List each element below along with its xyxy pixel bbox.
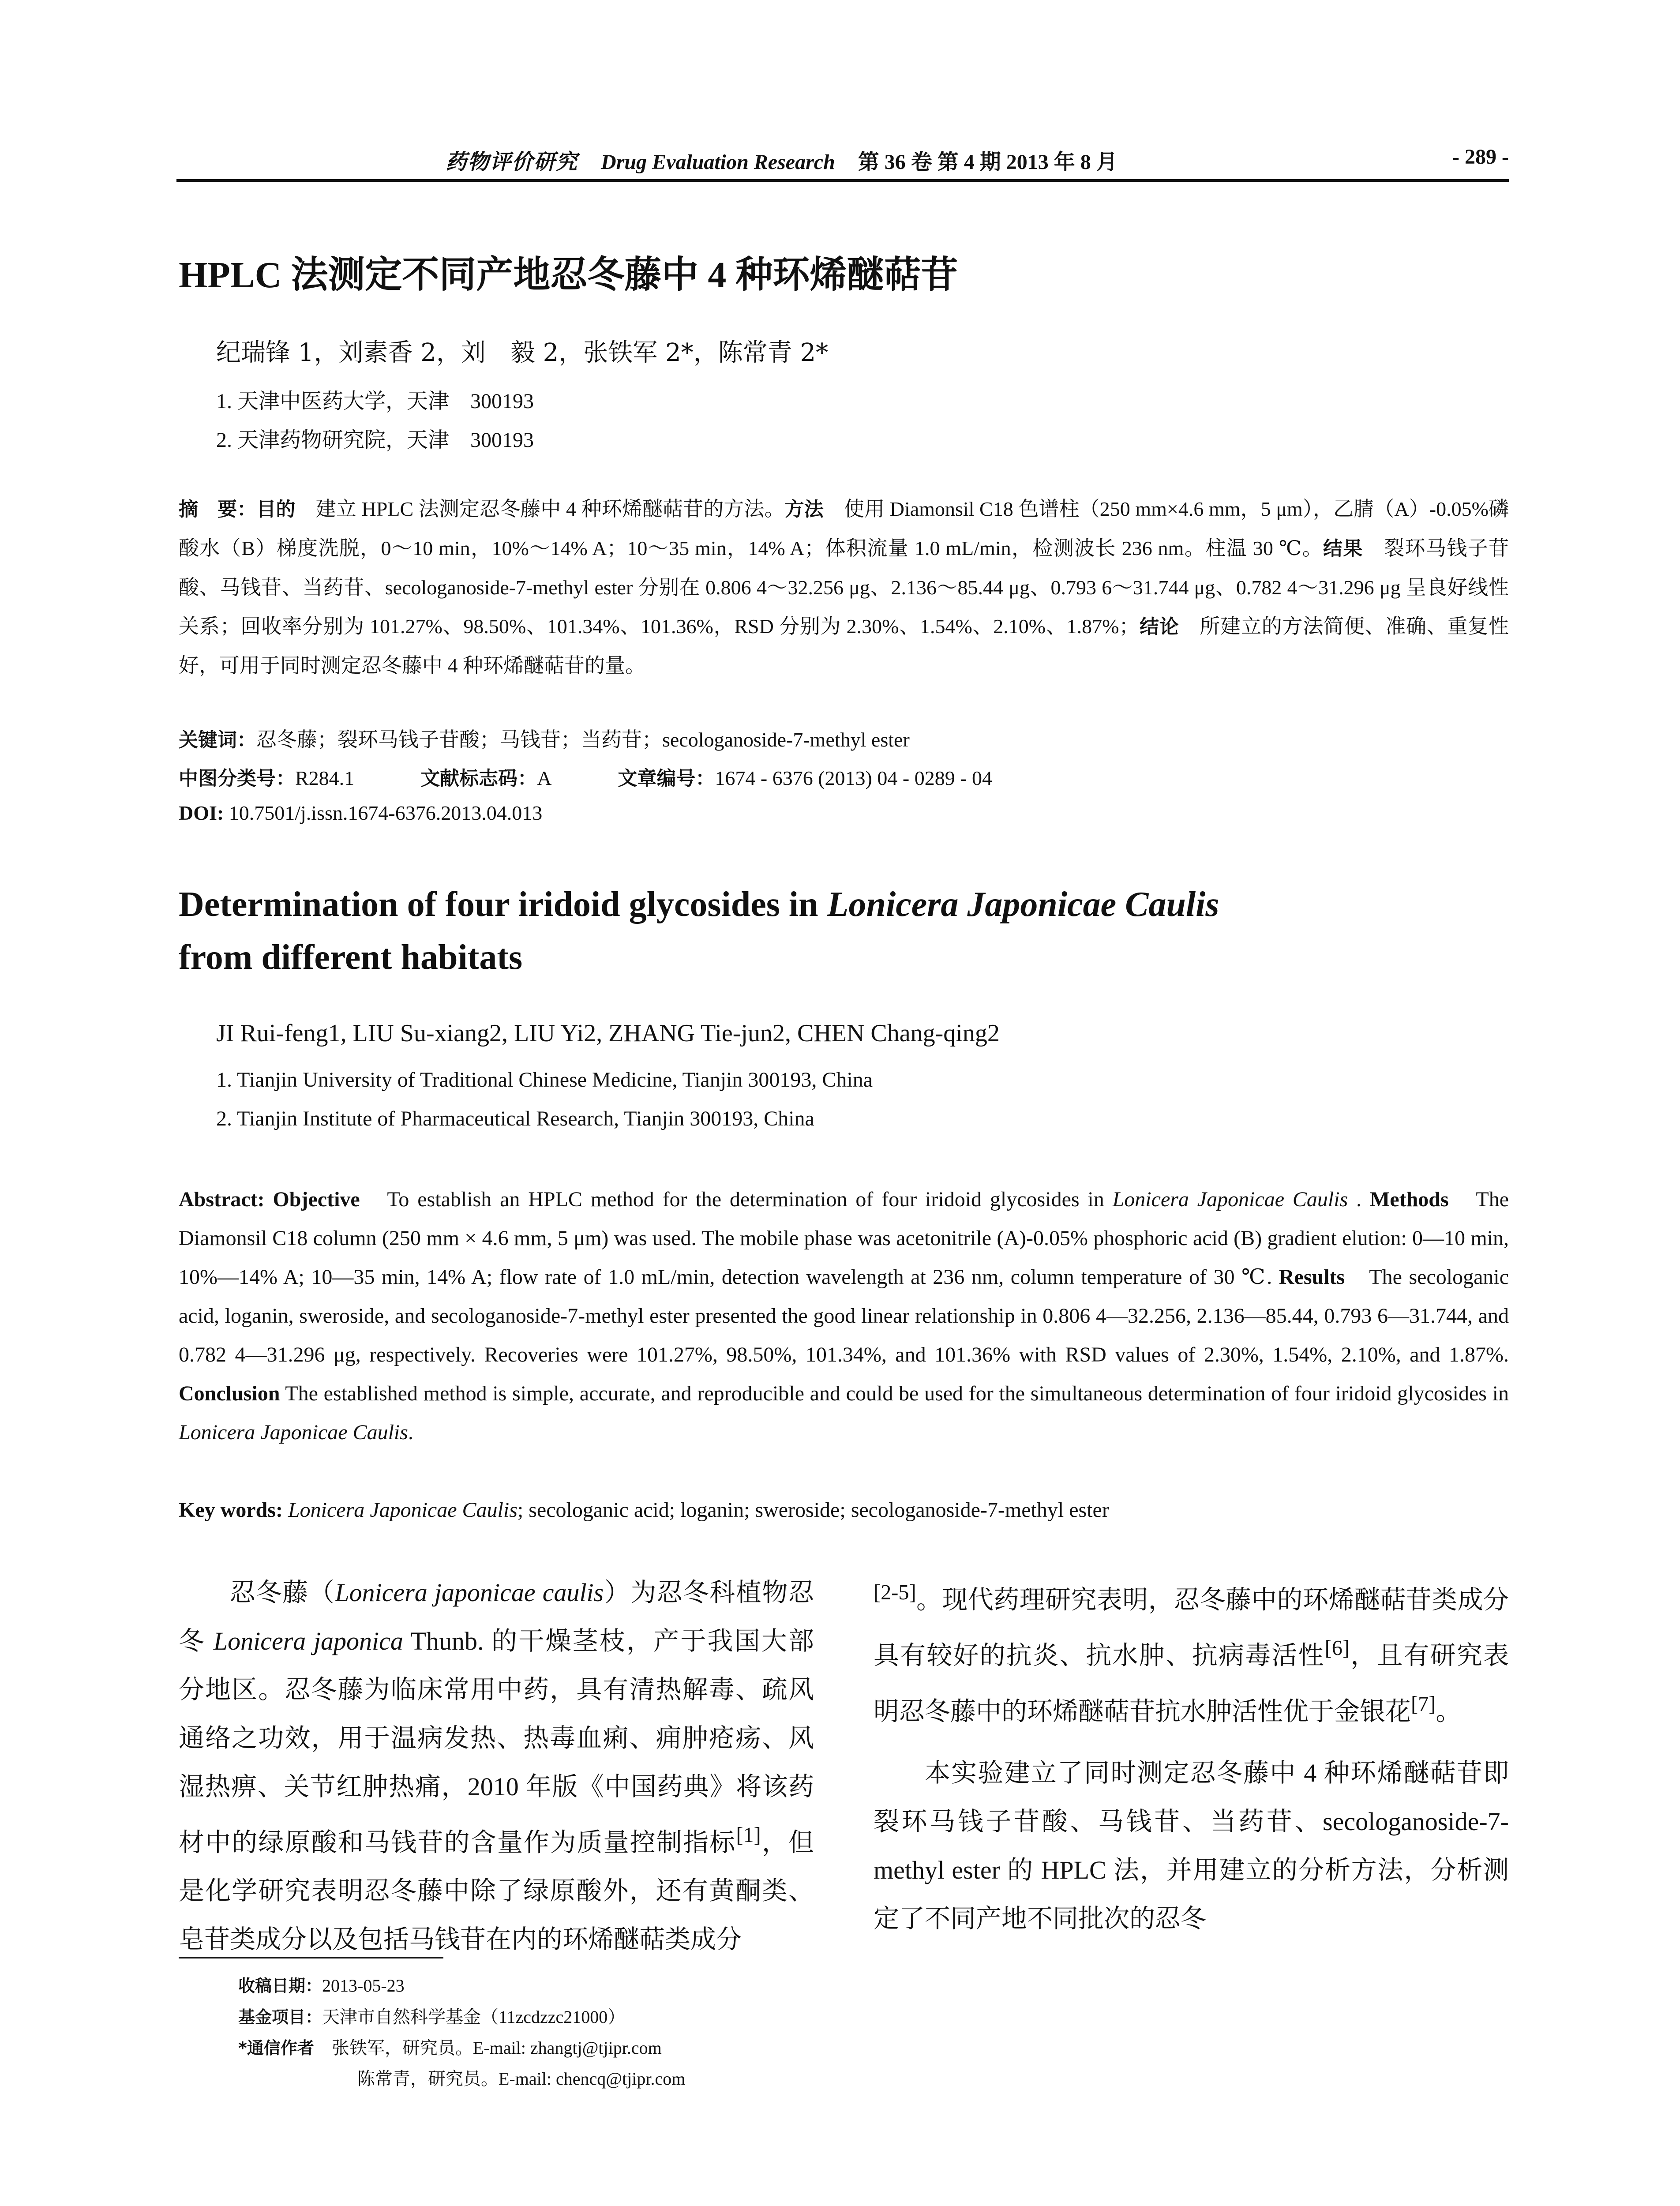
en-title-part-1: Determination of four iridoid glycosides in: [179, 885, 827, 924]
running-header: [176, 137, 1509, 182]
doi-value: 10.7501/j.issn.1674-6376.2013.04.013: [224, 802, 543, 824]
cn-results-label: 结果: [1323, 537, 1363, 560]
article-no-value: 1674 - 6376 (2013) 04 - 0289 - 04: [715, 767, 993, 789]
en-objective-end: .: [1348, 1188, 1362, 1211]
cn-authors: 纪瑞锋 1，刘素香 2，刘 毅 2，张铁军 2*，陈常青 2*: [216, 338, 829, 367]
en-affiliation-2: 2. Tianjin Institute of Pharmaceutical Research, Tianjin 300193, China: [216, 1107, 814, 1130]
citation-ref: [7]: [1411, 1692, 1436, 1716]
en-objective-latin: Lonicera Japonicae Caulis: [1112, 1188, 1348, 1211]
body-column-left: [179, 1568, 814, 1964]
cn-affiliation-2: 2. 天津药物研究院，天津 300193: [216, 428, 534, 452]
journal-name-en: Drug Evaluation Research: [601, 150, 835, 174]
en-conclusion-latin: Lonicera Japonicae Caulis: [179, 1421, 408, 1444]
footnote-funding: [238, 2003, 625, 2028]
corresponding-label: *通信作者: [238, 2038, 314, 2058]
doc-code-label: 文献标志码：: [420, 767, 537, 790]
citation-ref: [2-5]: [874, 1581, 916, 1604]
corresponding-author-2: 陈常青，研究员。E-mail: chencq@tjipr.com: [357, 2069, 686, 2089]
cn-abstract-label: 摘 要：: [179, 498, 257, 521]
clc-label: 中图分类号：: [179, 767, 295, 790]
body-text: Thunb. 的干燥茎枝，产于我国大部分地区。忍冬藤为临床常用中药，具有清热解毒、疏风通络之功效，用于温病发热、热毒血痢、痈肿疮疡、风湿热痹、关节红肿热痛，2010 年版《中国药典》将该药材中的绿原酸和马钱苷的含量作为质量控制指标: [179, 1627, 814, 1857]
body-text: ，但是化学研究表明忍冬藤中除了绿原酸外，还有黄酮类、皂苷类成分以及包括马钱苷在内的环烯醚萜类成分: [179, 1828, 814, 1954]
body-latin-name: Lonicera japonicae caulis: [335, 1578, 604, 1607]
doi-label: DOI:: [179, 802, 224, 824]
footnote-received: [238, 1972, 405, 1996]
footnote-divider: [179, 1957, 443, 1958]
en-abstract: [179, 1180, 1509, 1452]
cn-methods-label: 方法: [784, 498, 824, 521]
body-column-right: [874, 1568, 1509, 1943]
cn-objective-text: 建立 HPLC 法测定忍冬藤中 4 种环烯醚萜苷的方法。: [295, 498, 785, 520]
en-methods-label: Methods: [1369, 1188, 1449, 1211]
en-results-text: The secologanic acid, loganin, sweroside, and secologanoside-7-methyl ester presented the good linear relationship in 0.806 4—32.256, 2.136—85.44, 0.793 6—31.744, and 0.782 4—31.296 μg, respectively. Recoveries were 101.27%, 98.50%, 101.34%, and 101.36% with RSD values of 2.30%, 1.54%, 2.10%, and 1.87%.: [179, 1265, 1509, 1366]
received-value: 2013-05-23: [322, 1976, 405, 1996]
body-paragraph-1: [179, 1568, 814, 1964]
issue-info: 第 36 卷 第 4 期 2013 年 8 月: [858, 150, 1118, 174]
page-number: - 289 -: [1452, 145, 1509, 169]
en-conclusion-text: The established method is simple, accurate, and reproducible and could be used for the simultaneous determination of four iridoid glycosides in: [280, 1382, 1509, 1405]
journal-logo: 药物评价研究: [446, 150, 578, 174]
citation-ref: [1]: [736, 1823, 761, 1847]
footnote-corresponding: [238, 2034, 662, 2059]
cn-keywords-text: 忍冬藤；裂环马钱子苷酸；马钱苷；当药苷；secologanoside-7-methyl ester: [256, 728, 910, 751]
cn-keywords-label: 关键词：: [179, 729, 256, 751]
received-label: 收稿日期：: [238, 1976, 322, 1996]
cn-conclusion-text: 所建立的方法简便、准确、重复性好，可用于同时测定忍冬藤中 4 种环烯醚萜苷的量。: [179, 615, 1509, 677]
en-results-label: Results: [1279, 1265, 1345, 1289]
body-paragraph-1-cont: [874, 1568, 1509, 1736]
corresponding-author-1: 张铁军，研究员。E-mail: zhangtj@tjipr.com: [314, 2038, 662, 2058]
article-no-label: 文章编号：: [618, 767, 715, 790]
en-title: [179, 878, 1509, 984]
cn-methods-text: 使用 Diamonsil C18 色谱柱（250 mm×4.6 mm，5 μm），乙腈（A）-0.05%磷酸水（B）梯度洗脱，0～10 min，10%～14% A；10～35 min，14% A；体积流量 1.0 mL/min，检测波长 236 nm。柱温 30 ℃。: [179, 498, 1509, 559]
en-title-part-2: from different habitats: [179, 938, 523, 977]
en-keywords-label: Key words:: [179, 1498, 283, 1522]
cn-abstract: [179, 490, 1509, 685]
doc-code-value: A: [537, 767, 552, 789]
body-text: ，且有研究表明忍冬藤中的环烯醚萜苷抗水肿活性优于金银花: [874, 1641, 1509, 1726]
en-conclusion-end: .: [408, 1421, 413, 1444]
funding-label: 基金项目：: [238, 2007, 322, 2027]
en-methods-text: The Diamonsil C18 column (250 mm × 4.6 mm, 5 μm) was used. The mobile phase was acetonitrile (A)-0.05% phosphoric acid (B) gradient elution: 0—10 min, 10%—14% A; 10—35 min, 14% A; flow rate of 1.0 mL/min, detection wavelength at 236 nm, column temperature of 30 ℃.: [179, 1188, 1509, 1289]
footnote-corresponding-2: [238, 2065, 685, 2090]
en-keywords-latin: Lonicera Japonicae Caulis: [282, 1498, 518, 1522]
en-conclusion-label: Conclusion: [179, 1382, 280, 1405]
body-text: ）为忍冬科植物忍冬: [179, 1578, 814, 1655]
doi-line: [179, 801, 542, 825]
en-objective-text: To establish an HPLC method for the determination of four iridoid glycosides in: [360, 1188, 1113, 1211]
en-authors: JI Rui-feng1, LIU Su-xiang2, LIU Yi2, ZHANG Tie-jun2, CHEN Chang-qing2: [216, 1020, 1000, 1047]
funding-value: 天津市自然科学基金（11zcdzzc21000）: [322, 2007, 626, 2027]
body-text: 忍冬藤（: [230, 1578, 335, 1607]
cn-affiliation-1: 1. 天津中医药大学，天津 300193: [216, 390, 534, 413]
en-affiliation-1: 1. Tianjin University of Traditional Chinese Medicine, Tianjin 300193, China: [216, 1068, 873, 1092]
clc-value: R284.1: [295, 767, 355, 789]
body-latin-name: Lonicera japonica: [213, 1627, 403, 1655]
cn-results-text: 裂环马钱子苷酸、马钱苷、当药苷、secologanoside-7-methyl ester 分别在 0.806 4～32.256 μg、2.136～85.44 μg、0.793 6～31.744 μg、0.782 4～31.296 μg 呈良好线性关系；回收率分别为 101.27%、98.50%、101.34%、101.36%，RSD 分别为 2.30%、1.54%、2.10%、1.87%；: [179, 537, 1509, 638]
cn-keywords: [179, 724, 910, 753]
classification-line: [179, 762, 992, 791]
cn-conclusion-label: 结论: [1139, 615, 1179, 638]
cn-objective-label: 目的: [256, 498, 296, 521]
en-keywords-text: ; secologanic acid; loganin; sweroside; secologanoside-7-methyl ester: [517, 1498, 1109, 1522]
body-text: 。: [1436, 1696, 1462, 1726]
body-paragraph-2: 本实验建立了同时测定忍冬藤中 4 种环烯醚萜苷即裂环马钱子苷酸、马钱苷、当药苷、secologanoside-7-methyl ester 的 HPLC 法，并用建立的分析方法，分析测定了不同产地不同批次的忍冬: [874, 1758, 1509, 1933]
en-abstract-label: Abstract: Objective: [179, 1188, 360, 1211]
en-title-latin: Lonicera Japonicae Caulis: [827, 885, 1219, 924]
cn-title: HPLC 法测定不同产地忍冬藤中 4 种环烯醚萜苷: [179, 255, 958, 296]
body-text: 。现代药理研究表明，忍冬藤中的环烯醚萜苷类成分具有较好的抗炎、抗水肿、抗病毒活性: [874, 1585, 1509, 1670]
en-keywords: [179, 1498, 1109, 1522]
citation-ref: [6]: [1324, 1636, 1350, 1660]
